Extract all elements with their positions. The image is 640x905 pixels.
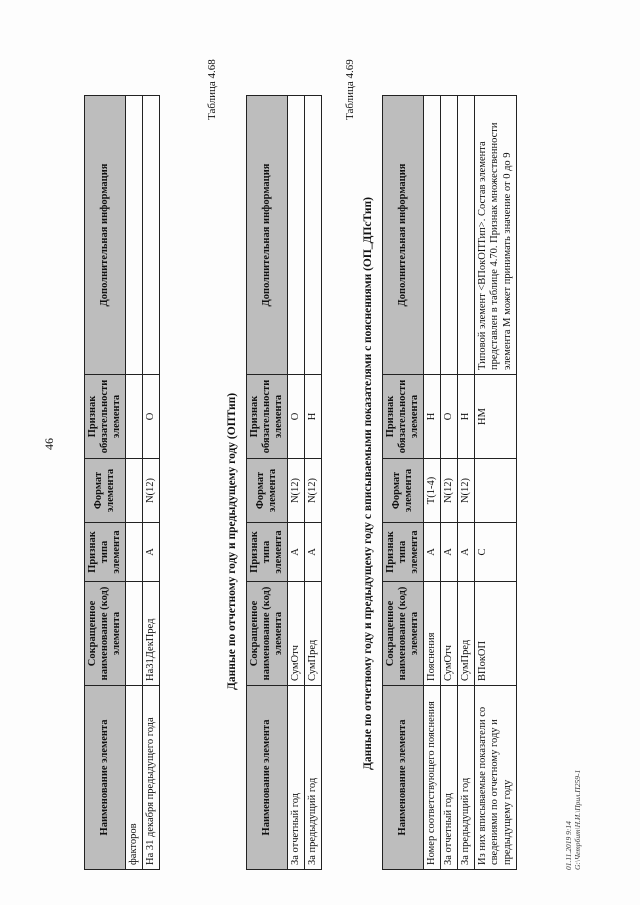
cell: Из них вписываемые показатели со сведениями по отчетному году и предыдущему году [475, 686, 516, 870]
col-header: Признак типа элемента [247, 523, 288, 582]
table-4-68 [246, 95, 322, 870]
col-header: Признак типа элемента [85, 523, 126, 582]
cell [126, 96, 143, 375]
cell: Номер соответствующего пояснения [424, 686, 441, 870]
cell: факторов [126, 686, 143, 870]
cell: С [475, 523, 516, 582]
cell: За отчетный год [441, 686, 458, 870]
col-header: Признак обязательности элемента [247, 375, 288, 459]
cell [126, 523, 143, 582]
table-row [475, 96, 516, 870]
cell: За предыдущий год [458, 686, 475, 870]
cell: А [305, 523, 322, 582]
col-header: Сокращенное наименование (код) элемента [383, 582, 424, 686]
col-header: Формат элемента [247, 459, 288, 523]
col-header: Наименование элемента [247, 686, 288, 870]
table-continuation [84, 95, 160, 870]
cell: А [458, 523, 475, 582]
cell: Н [458, 375, 475, 459]
table-row [424, 96, 441, 870]
cell: N(12) [458, 459, 475, 523]
footer-line: G:\Четрбит\Н.И.\Прил.П259-1 [573, 769, 582, 870]
cell: А [441, 523, 458, 582]
cell: О [288, 375, 305, 459]
cell [458, 96, 475, 375]
cell: ВПокОП [475, 582, 516, 686]
cell: За отчетный год [288, 686, 305, 870]
table-label: Таблица 4.68 [206, 59, 218, 120]
cell: N(12) [288, 459, 305, 523]
page-number: 46 [42, 438, 56, 450]
cell: На31ДекПред [143, 582, 160, 686]
col-header: Наименование элемента [383, 686, 424, 870]
col-header: Признак обязательности элемента [85, 375, 126, 459]
cell: А [288, 523, 305, 582]
cell: T(1-4) [424, 459, 441, 523]
cell [288, 96, 305, 375]
table-header-row [85, 96, 126, 870]
cell [441, 96, 458, 375]
cell [424, 96, 441, 375]
table-header-row [383, 96, 424, 870]
table-title: Данные по отчетному году и предыдущему году (ОПТип) [226, 392, 238, 690]
table-row [441, 96, 458, 870]
col-header: Дополнительная информация [247, 96, 288, 375]
cell: СумОтч [288, 582, 305, 686]
table-label: Таблица 4.69 [344, 59, 356, 120]
cell [126, 375, 143, 459]
cell: Пояснения [424, 582, 441, 686]
cell [126, 582, 143, 686]
footer-stamp [564, 770, 582, 870]
table-row [305, 96, 322, 870]
cell: А [143, 523, 160, 582]
table-row [143, 96, 160, 870]
table-row [458, 96, 475, 870]
col-header: Дополнительная информация [85, 96, 126, 375]
cell: На 31 декабря предыдущего года [143, 686, 160, 870]
footer-line: 01.11.2019 9:14 [564, 821, 573, 870]
table-4-69 [382, 95, 517, 870]
cell: НМ [475, 375, 516, 459]
cell: N(12) [305, 459, 322, 523]
cell [126, 459, 143, 523]
cell: N(12) [143, 459, 160, 523]
rotated-sheet [36, 20, 596, 880]
cell: О [441, 375, 458, 459]
col-header: Формат элемента [383, 459, 424, 523]
cell: СумПред [305, 582, 322, 686]
col-header: Сокращенное наименование (код) элемента [247, 582, 288, 686]
table-row [288, 96, 305, 870]
cell [475, 459, 516, 523]
table-row [126, 96, 143, 870]
cell: О [143, 375, 160, 459]
cell: N(12) [441, 459, 458, 523]
cell: Типовой элемент <ВПокОПТип>. Состав элемента представлен в таблице 4.70. Признак множественности элемента М может принимать значение от 0 до 9 [475, 96, 516, 375]
cell: Н [305, 375, 322, 459]
col-header: Формат элемента [85, 459, 126, 523]
col-header: Сокращенное наименование (код) элемента [85, 582, 126, 686]
cell: СумПред [458, 582, 475, 686]
col-header: Признак типа элемента [383, 523, 424, 582]
cell [305, 96, 322, 375]
table-title: Данные по отчетному году и предыдущему году с вписываемыми показателями с пояснениями (ОП_ДПсТип) [362, 197, 374, 770]
col-header: Признак обязательности элемента [383, 375, 424, 459]
cell: За предыдущий год [305, 686, 322, 870]
col-header: Дополнительная информация [383, 96, 424, 375]
col-header: Наименование элемента [85, 686, 126, 870]
cell [143, 96, 160, 375]
cell: СумОтч [441, 582, 458, 686]
cell: Н [424, 375, 441, 459]
cell: А [424, 523, 441, 582]
table-header-row [247, 96, 288, 870]
